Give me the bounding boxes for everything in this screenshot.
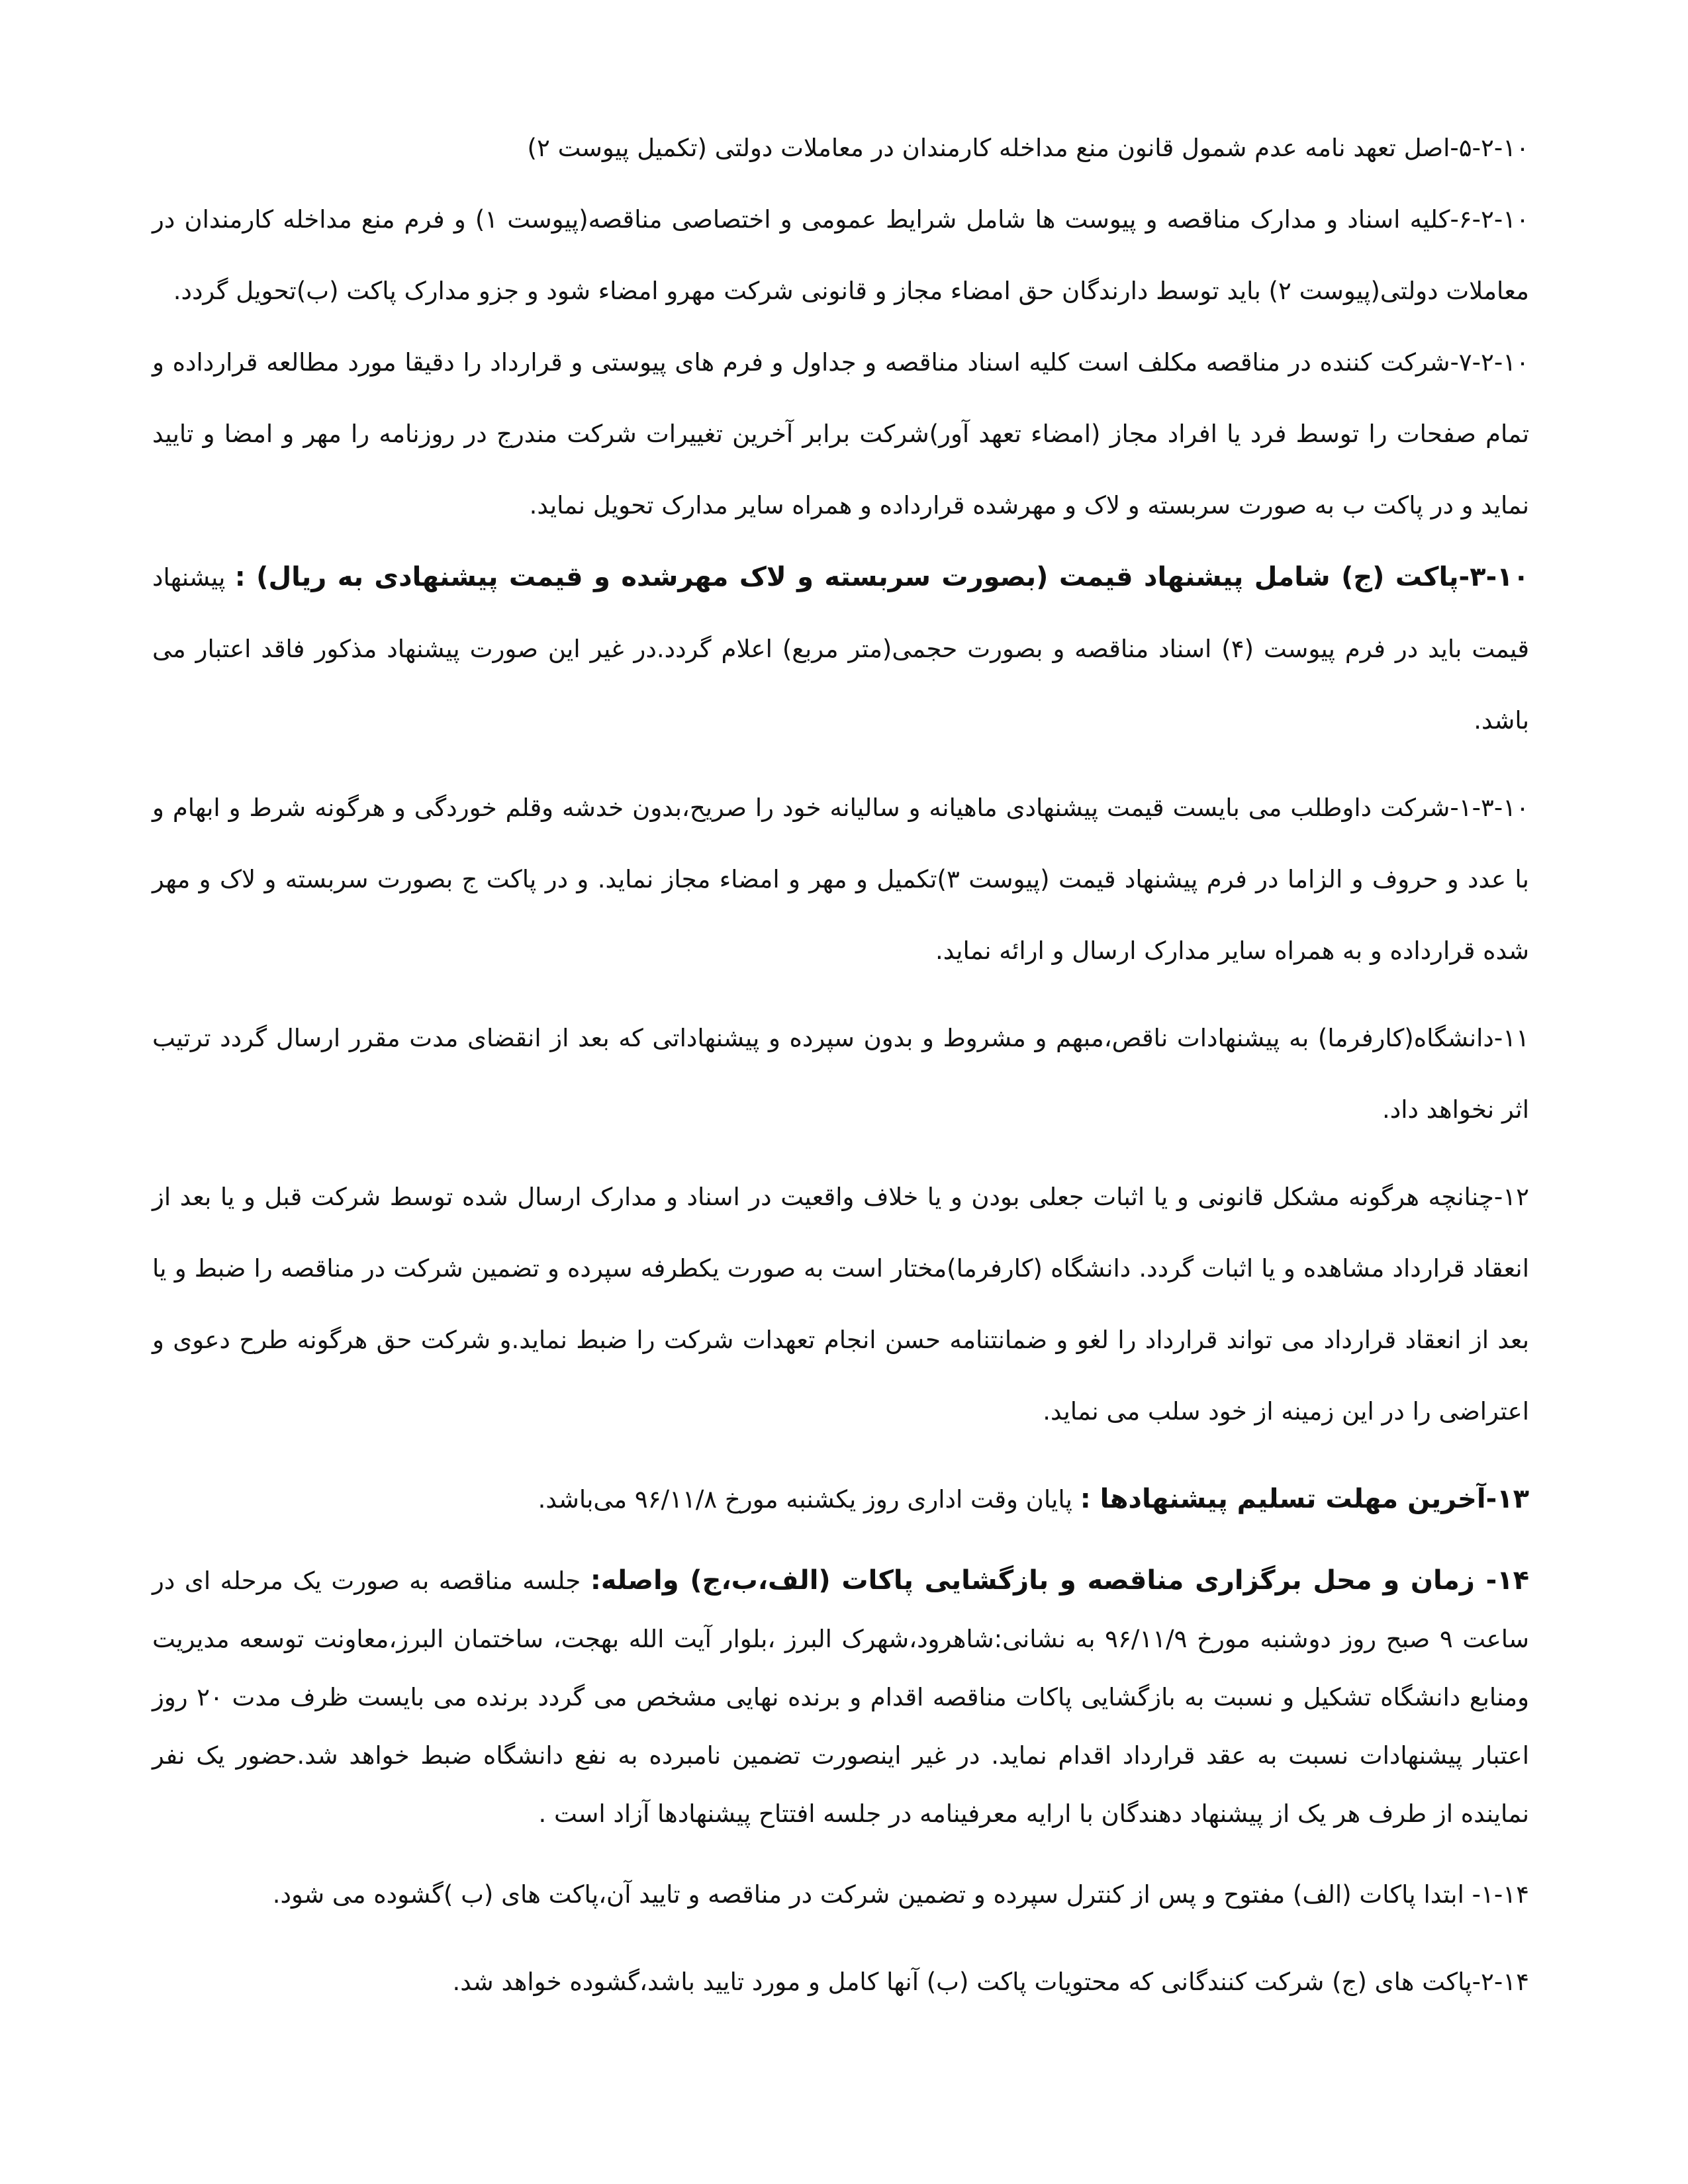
paragraph-10-2-7: [152, 327, 1529, 541]
section-heading: ۱۴- زمان و محل برگزاری مناقصه و بازگشایی پاکات (الف،ب،ج) واصله:: [590, 1565, 1530, 1596]
paragraph-10-3-1: [152, 772, 1529, 987]
paragraph-10-2-5: [152, 113, 1529, 184]
paragraph-text: ۱-۱۴- ابتدا پاکات (الف) مفتوح و پس از کنترل سپرده و تضمین شرکت در مناقصه و تایید آن،پاکت های (ب )گشوده می شود.: [272, 1880, 1529, 1909]
section-heading: ۳-۱۰-پاکت (ج) شامل پیشنهاد قیمت (بصورت سربسته و لاک مهرشده و قیمت پیشنهادی به ریال) :: [234, 562, 1529, 592]
paragraph-text: پیشنهاد قیمت باید در فرم پیوست (۴) اسناد مناقصه و بصورت حجمی(متر مربع) اعلام گردد.در غیر این صورت پیشنهاد مذکور فاقد اعتبار می باشد.: [152, 563, 1530, 735]
document-body: [152, 113, 1529, 2018]
paragraph-12: [152, 1161, 1529, 1447]
paragraph-14-2: [152, 1946, 1529, 2018]
paragraph-14-1: [152, 1859, 1529, 1931]
paragraph-text: ۵-۲-۱۰-اصل تعهد نامه عدم شمول قانون منع مداخله کارمندان در معاملات دولتی (تکمیل پیوست ۲): [527, 134, 1529, 162]
paragraph-text: پایان وقت اداری روز یکشنبه مورخ ۹۶/۱۱/۸ می‌باشد.: [538, 1485, 1080, 1514]
paragraph-text: ۱-۳-۱۰-شرکت داوطلب می بایست قیمت پیشنهادی ماهیانه و سالیانه خود را صریح،بدون خدشه وقلم خوردگی و هرگونه شرط و ابهام و با عدد و حروف و الزاما در فرم پیشنهاد قیمت (پیوست ۳)تکمیل و مهر و امضاء مجاز نماید. و در پاکت ج بصورت سربسته و لاک و مهر شده قرارداده و به همراه سایر مدارک ارسال و ارائه نماید.: [152, 794, 1529, 965]
section-heading: ۱۳-آخرین مهلت تسلیم پیشنهادها :: [1080, 1484, 1529, 1514]
paragraph-13: [152, 1463, 1529, 1535]
paragraph-text: ۶-۲-۱۰-کلیه اسناد و مدارک مناقصه و پیوست ها شامل شرایط عمومی و اختصاصی مناقصه(پیوست ۱) و فرم منع مداخله کارمندان در معاملات دولتی(پیوست ۲) باید توسط دارندگان حق امضاء مجاز و قانونی شرکت مهرو امضاء شود و جزو مدارک پاکت (ب)تحویل گردد.: [152, 205, 1529, 305]
paragraph-text: ۱۲-چنانچه هرگونه مشکل قانونی و یا اثبات جعلی بودن و یا خلاف واقعیت در اسناد و مدارک ارسال شده توسط شرکت قبل و یا بعد از انعقاد قرارداد مشاهده و یا اثبات گردد. دانشگاه (کارفرما)مختار است به صورت یکطرفه سپرده و تضمین شرکت در مناقصه را ضبط و یا بعد از انعقاد قرارداد می تواند قرارداد را لغو و ضمانتنامه حسن انجام تعهدات شرکت را ضبط نماید.و شرکت حق هرگونه طرح دعوی و اعتراضی را در این زمینه از خود سلب می نماید.: [152, 1183, 1529, 1426]
paragraph-10-3: [152, 541, 1529, 756]
paragraph-14: [152, 1551, 1529, 1843]
paragraph-text: جلسه مناقصه به صورت یک مرحله ای در ساعت ۹ صبح روز دوشنبه مورخ ۹۶/۱۱/۹ به نشانی:شاهرود،شهرک البرز ،بلوار آیت الله بهجت، ساختمان البرز،معاونت توسعه مدیریت ومنابع دانشگاه تشکیل و نسبت به بازگشایی پاکات مناقصه اقدام و برنده نهایی مشخص می گردد برنده می بایست ظرف مدت ۲۰ روز اعتبار پیشنهادات نسبت به عقد قرارداد اقدام نماید. در غیر اینصورت تضمین نامبرده به نفع دانشگاه ضبط خواهد شد.حضور یک نفر نماینده از طرف هر یک از پیشنهاد دهندگان با ارایه معرفینامه در جلسه افتتاح پیشنهادها آزاد است .: [152, 1567, 1529, 1828]
paragraph-text: ۷-۲-۱۰-شرکت کننده در مناقصه مکلف است کلیه اسناد مناقصه و جداول و فرم های پیوستی و قرارداد را دقیقا مورد مطالعه قرارداده و تمام صفحات را توسط فرد یا افراد مجاز (امضاء تعهد آور)شرکت برابر آخرین تغییرات شرکت مندرج در روزنامه را مهر و امضا و تایید نماید و در پاکت ب به صورت سربسته و لاک و مهرشده قرارداده و همراه سایر مدارک تحویل نماید.: [152, 348, 1529, 520]
paragraph-text: ۲-۱۴-پاکت های (ج) شرکت کنندگانی که محتویات پاکت (ب) آنها کامل و مورد تایید باشد،گشوده خواهد شد.: [452, 1968, 1529, 1996]
paragraph-10-2-6: [152, 184, 1529, 327]
paragraph-text: ۱۱-دانشگاه(کارفرما) به پیشنهادات ناقص،مبهم و مشروط و بدون سپرده و پیشنهاداتی که بعد از انقضای مدت مقرر ارسال گردد ترتیب اثر نخواهد داد.: [152, 1024, 1529, 1124]
paragraph-11: [152, 1003, 1529, 1146]
